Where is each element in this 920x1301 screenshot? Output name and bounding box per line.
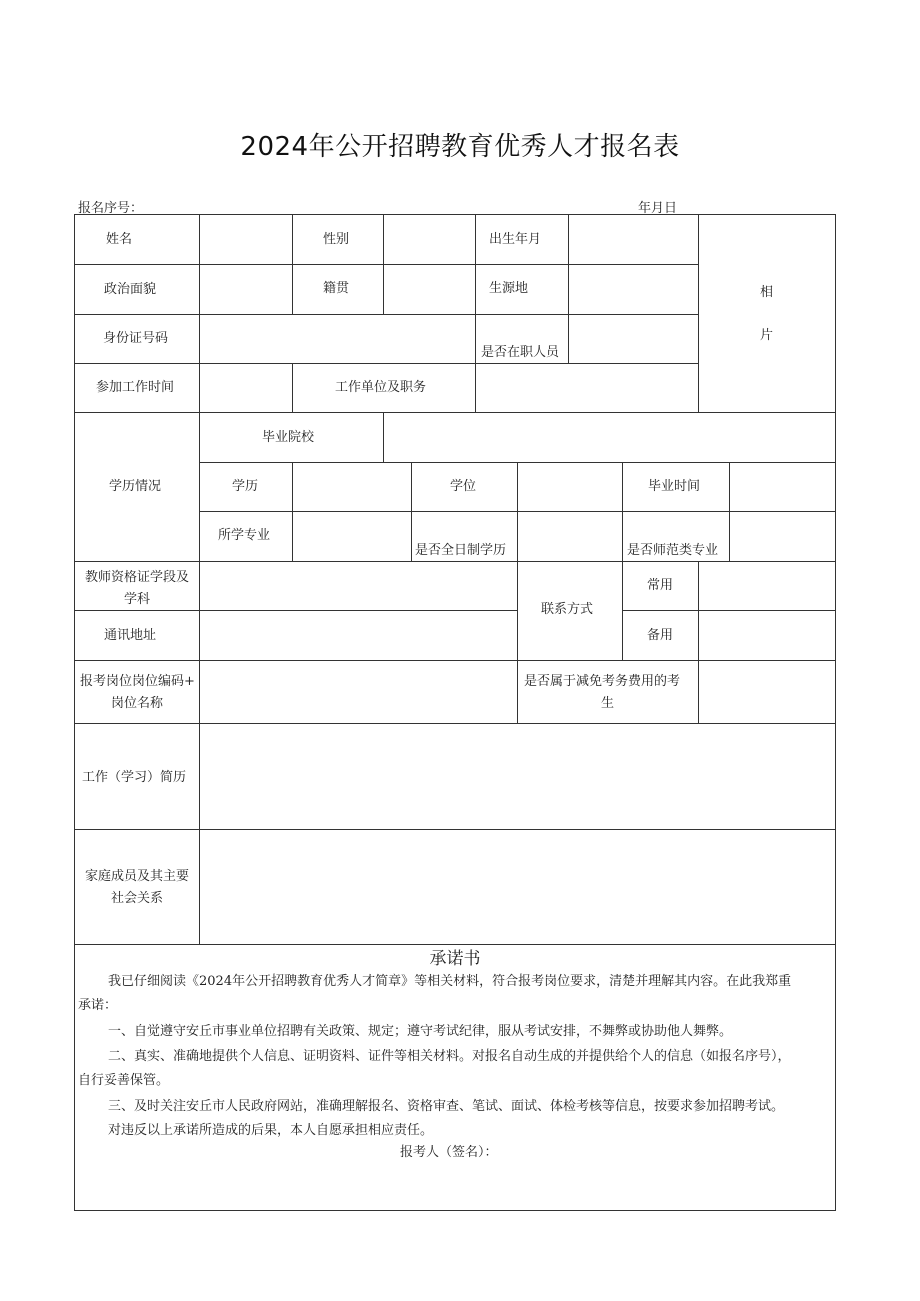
resume-label: 工作（学习）简历 — [82, 770, 187, 785]
primary-phone-label: 常用 — [647, 578, 674, 593]
family-field[interactable] — [200, 830, 835, 944]
column-divider — [292, 214, 293, 314]
column-divider — [622, 462, 623, 561]
native-place-label: 籍贯 — [323, 281, 350, 296]
education-level-field[interactable] — [293, 463, 410, 511]
pledge-item-3: 三、及时关注安丘市人民政府网站，准确理解报名、资格审查、笔试、面试、体检考核等信息，按要求参加招聘考试。 — [108, 1099, 785, 1114]
post-label-line2: 岗位名称 — [111, 696, 164, 711]
work-unit-label: 工作单位及职务 — [335, 380, 427, 395]
backup-phone-label: 备用 — [647, 628, 674, 643]
resume-field[interactable] — [200, 724, 835, 829]
normal-major-field[interactable] — [730, 512, 835, 561]
teacher-cert-label-line1: 教师资格证学段及 — [84, 570, 189, 585]
pledge-item-1: 一、自觉遵守安丘市事业单位招聘有关政策、规定；遵守考试纪律，服从考试安排，不舞弊或协助他人舞弊。 — [108, 1024, 733, 1039]
post-label-line1: 报考岗位岗位编码+ — [80, 674, 195, 689]
major-field[interactable] — [293, 512, 410, 561]
form-title: 2024年公开招聘教育优秀人才报名表 — [240, 132, 680, 162]
id-number-label: 身份证号码 — [103, 331, 169, 346]
signature-label: 报考人（签名）： — [400, 1145, 498, 1160]
school-label: 毕业院校 — [262, 430, 315, 445]
employed-field[interactable] — [569, 315, 697, 363]
graduation-time-field[interactable] — [730, 463, 835, 511]
gender-field[interactable] — [384, 215, 474, 264]
contact-label: 联系方式 — [541, 602, 594, 617]
teacher-cert-label-line2: 学科 — [123, 592, 150, 607]
primary-phone-field[interactable] — [699, 562, 835, 610]
student-origin-label: 生源地 — [489, 281, 529, 296]
column-divider — [411, 462, 412, 561]
political-status-label: 政治面貌 — [104, 282, 157, 297]
address-label: 通讯地址 — [104, 628, 157, 643]
fulltime-label: 是否全日制学历 — [415, 543, 507, 558]
work-start-label: 参加工作时间 — [96, 380, 175, 395]
major-label: 所学专业 — [218, 528, 271, 543]
signature-field[interactable] — [500, 1140, 680, 1164]
serial-number-label: 报名序号： — [78, 201, 144, 216]
native-place-field[interactable] — [384, 265, 474, 314]
fee-waiver-label-line1: 是否属于减免考务费用的考 — [524, 674, 681, 689]
degree-field[interactable] — [518, 463, 621, 511]
fulltime-field[interactable] — [518, 512, 621, 561]
graduation-time-label: 毕业时间 — [648, 479, 701, 494]
post-field[interactable] — [200, 661, 516, 723]
employed-label: 是否在职人员 — [481, 345, 560, 360]
fee-waiver-label-line2: 生 — [601, 696, 615, 711]
pledge-title: 承诺书 — [429, 949, 481, 969]
education-level-label: 学历 — [232, 479, 259, 494]
pledge-intro-line2: 承诺： — [78, 998, 118, 1013]
photo-label-line2: 片 — [760, 328, 774, 343]
work-unit-field[interactable] — [476, 364, 697, 412]
column-divider — [292, 363, 293, 413]
political-status-field[interactable] — [200, 265, 291, 314]
pledge-item-2-line2: 自行妥善保管。 — [78, 1073, 170, 1088]
address-field[interactable] — [200, 611, 516, 660]
birth-date-field[interactable] — [569, 215, 697, 264]
id-number-field[interactable] — [200, 315, 474, 363]
date-label: 年月日 — [638, 201, 678, 216]
fee-waiver-field[interactable] — [699, 661, 835, 723]
normal-major-label: 是否师范类专业 — [627, 543, 719, 558]
gender-label: 性别 — [323, 232, 350, 247]
birth-date-label: 出生年月 — [489, 232, 542, 247]
pledge-item-2-line1: 二、真实、准确地提供个人信息、证明资料、证件等相关材料。对报名自动生成的并提供给个人的信息（如报名序号）， — [108, 1049, 791, 1064]
school-field[interactable] — [384, 413, 835, 462]
pledge-closing: 对违反以上承诺所造成的后果，本人自愿承担相应责任。 — [108, 1123, 434, 1138]
backup-phone-field[interactable] — [699, 611, 835, 660]
column-divider — [622, 561, 623, 660]
degree-label: 学位 — [450, 479, 477, 494]
name-field[interactable] — [200, 215, 291, 264]
column-divider — [517, 561, 518, 723]
student-origin-field[interactable] — [569, 265, 697, 314]
pledge-intro-line1: 我已仔细阅读《2024年公开招聘教育优秀人才简章》等相关材料，符合报考岗位要求，清楚并理解其内容。在此我郑重 — [108, 974, 792, 989]
column-divider — [698, 214, 699, 413]
teacher-cert-field[interactable] — [200, 562, 516, 610]
photo-label-line1: 相 — [760, 285, 774, 300]
work-start-field[interactable] — [200, 364, 291, 412]
name-label: 姓名 — [106, 232, 133, 247]
education-label: 学历情况 — [109, 479, 162, 494]
family-label-line2: 社会关系 — [110, 891, 163, 906]
family-label-line1: 家庭成员及其主要 — [84, 869, 189, 884]
